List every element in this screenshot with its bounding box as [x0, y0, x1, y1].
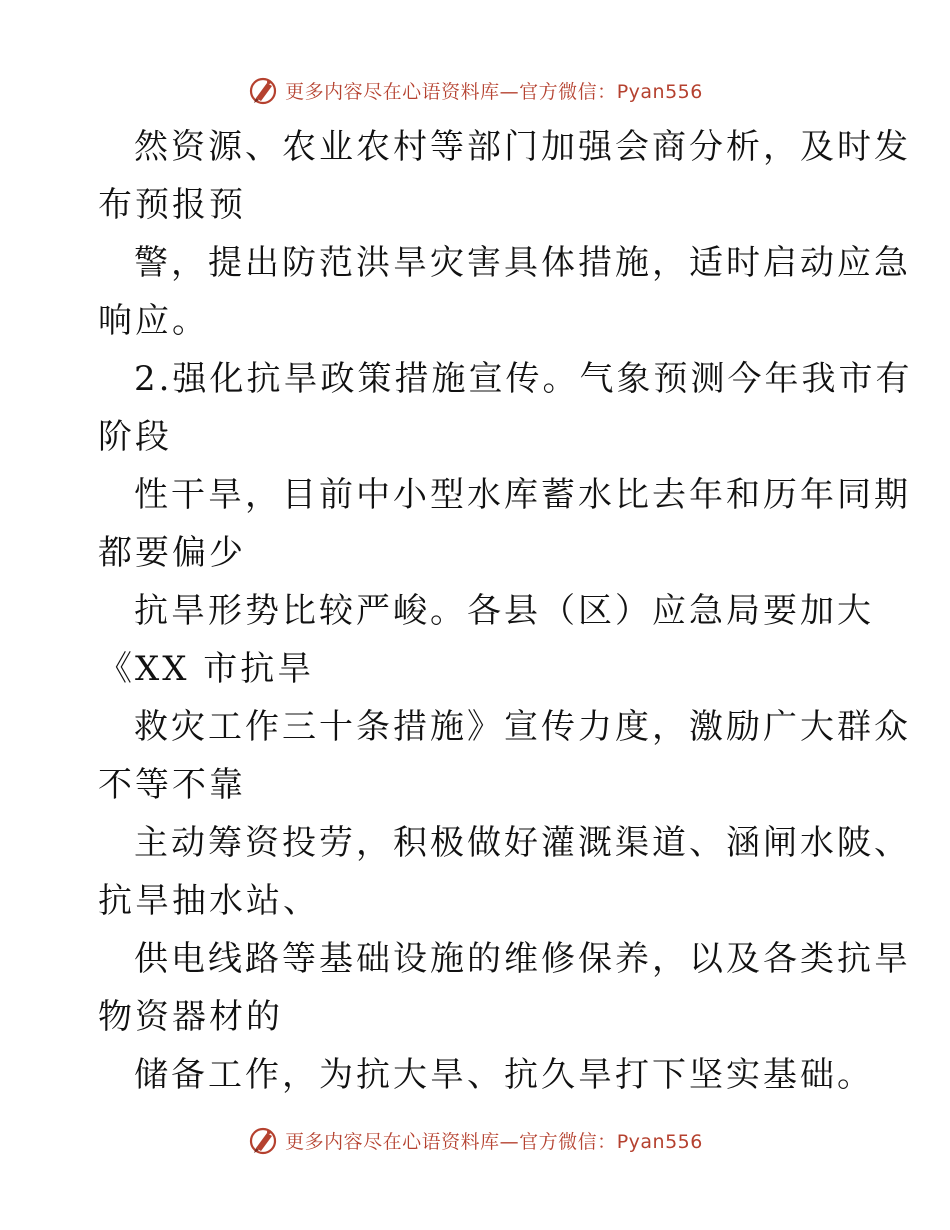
pen-logo-icon	[247, 1124, 279, 1156]
footer-banner-main: 更多内容尽在心语资料库	[285, 1130, 500, 1153]
body-line: 救灾工作三十条措施》宣传力度，激励广大群众	[134, 707, 911, 747]
body-line: 储备工作，为抗大旱、抗久旱打下坚实基础。	[134, 1055, 874, 1095]
body-line: 都要偏少	[98, 533, 246, 573]
body-line: 2.强化抗旱政策措施宣传。气象预测今年我市有	[134, 359, 913, 399]
body-line: 《XX 市抗旱	[98, 649, 315, 689]
body-line: 阶段	[98, 417, 172, 457]
footer-banner-separator: —	[499, 1130, 520, 1153]
body-line: 抗旱抽水站、	[98, 881, 320, 921]
header-banner	[0, 72, 950, 108]
document-body	[98, 118, 913, 1104]
header-banner-text	[285, 77, 703, 104]
body-line: 抗旱形势比较严峻。各县（区）应急局要加大	[134, 591, 874, 631]
body-line: 物资器材的	[98, 997, 283, 1037]
footer-banner	[0, 1122, 950, 1158]
footer-banner-wechat-label: 官方微信：	[519, 1130, 617, 1153]
body-line: 供电线路等基础设施的维修保养，以及各类抗旱	[134, 939, 911, 979]
body-line: 响应。	[98, 301, 209, 341]
pen-logo-icon	[247, 74, 279, 106]
header-banner-main: 更多内容尽在心语资料库	[285, 80, 500, 103]
body-line: 警，提出防范洪旱灾害具体措施，适时启动应急	[134, 243, 911, 283]
body-line: 不等不靠	[98, 765, 246, 805]
body-line: 然资源、农业农村等部门加强会商分析，及时发	[134, 127, 911, 167]
header-banner-wechat-id: Pyan556	[616, 80, 703, 103]
header-banner-separator: —	[499, 80, 520, 103]
footer-banner-text	[285, 1127, 703, 1154]
footer-banner-wechat-id: Pyan556	[616, 1130, 703, 1153]
body-line: 主动筹资投劳，积极做好灌溉渠道、涵闸水陂、	[134, 823, 911, 863]
body-line: 布预报预	[98, 185, 246, 225]
header-banner-wechat-label: 官方微信：	[519, 80, 617, 103]
body-line: 性干旱，目前中小型水库蓄水比去年和历年同期	[134, 475, 911, 515]
